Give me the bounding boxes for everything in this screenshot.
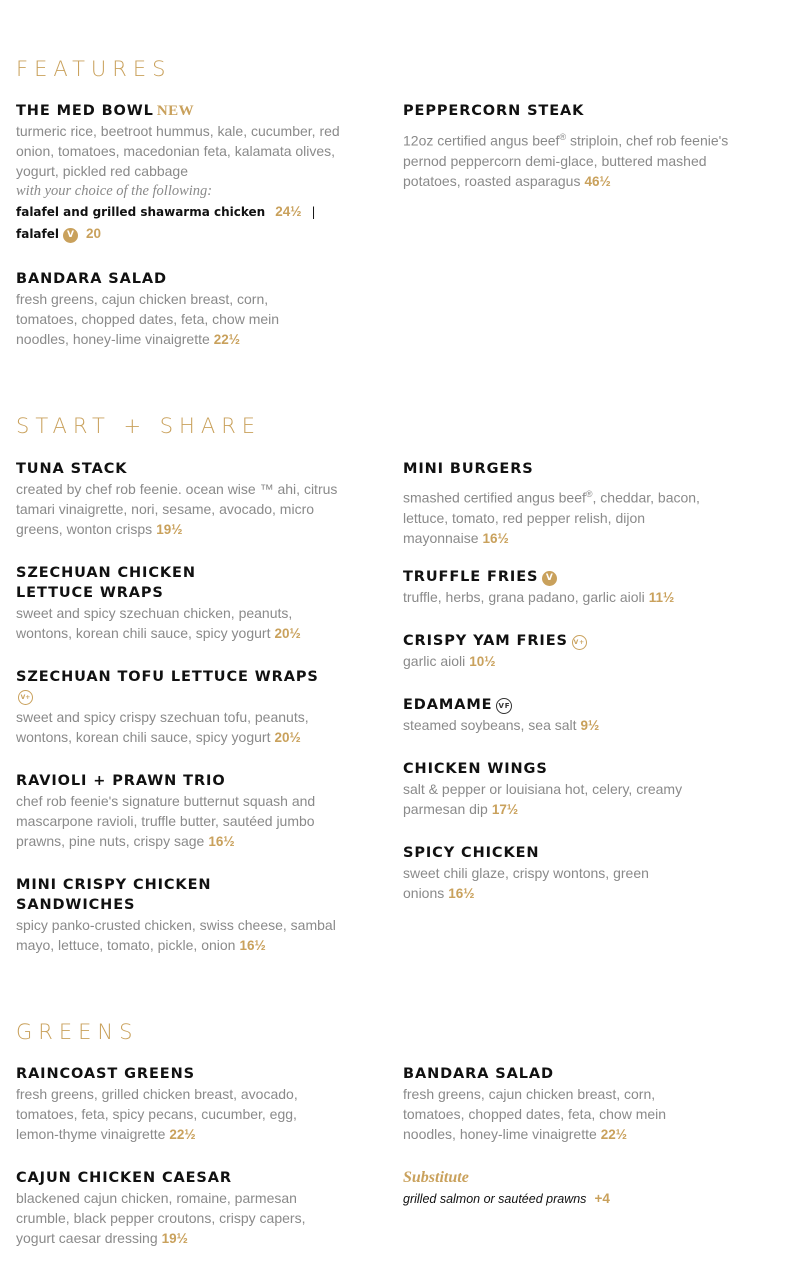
item-name: TUNA STACK <box>16 461 128 477</box>
substitute-option: grilled salmon or sautéed prawns <box>403 1192 587 1206</box>
vegan-friendly-icon: VF <box>496 698 512 714</box>
item-name: THE MED BOWL <box>16 103 154 119</box>
vegan-icon: V+ <box>18 690 33 705</box>
substitute-title: Substitute <box>403 1169 469 1186</box>
option-name: falafel <box>16 227 60 241</box>
separator: | <box>311 205 316 219</box>
menu-item-cajun-chicken-caesar <box>16 1168 336 1249</box>
choice-note: with your choice of the following: <box>16 183 213 199</box>
vegetarian-icon: V <box>63 228 78 243</box>
item-name: EDAMAME <box>403 697 493 713</box>
item-description: truffle, herbs, grana padano, garlic aioli 11½ <box>403 589 675 605</box>
item-name: PEPPERCORN STEAK <box>403 103 585 119</box>
item-name: CRISPY YAM FRIES <box>403 633 568 649</box>
item-price: 46½ <box>584 173 611 189</box>
menu-item-spicy-chicken <box>403 843 678 904</box>
menu-item-peppercorn-steak <box>403 101 748 192</box>
item-name: BANDARA SALAD <box>16 271 167 287</box>
item-description: fresh greens, cajun chicken breast, corn, tomatoes, chopped dates, feta, chow mein noodles, honey-lime vinaigrette 22½ <box>16 291 280 347</box>
item-description: turmeric rice, beetroot hummus, kale, cucumber, red onion, tomatoes, macedonian feta, kalamata olives, yogurt, pickled red cabbage <box>16 123 340 179</box>
item-name: CHICKEN WINGS <box>403 761 548 777</box>
menu-item-med-bowl <box>16 101 361 245</box>
item-description: fresh greens, grilled chicken breast, avocado, tomatoes, feta, spicy pecans, cucumber, egg, lemon-thyme vinaigrette 22½ <box>16 1086 298 1142</box>
option-name: falafel and grilled shawarma chicken <box>16 205 266 219</box>
item-price: 17½ <box>491 802 519 817</box>
option-price: 20 <box>86 226 102 241</box>
item-description: chef rob feenie's signature butternut squash and mascarpone ravioli, truffle butter, sautéed jumbo prawns, pine nuts, crispy sage 16½ <box>16 793 316 849</box>
vegetarian-icon: V <box>542 571 557 586</box>
item-price: 20½ <box>274 626 301 641</box>
menu-item-truffle-fries <box>403 567 743 608</box>
item-name: RAVIOLI + PRAWN TRIO <box>16 773 226 789</box>
section-title-features: FEATURES <box>16 57 172 81</box>
menu-item-greens-bandara-salad <box>403 1064 703 1145</box>
item-name: TRUFFLE FRIES <box>403 569 539 585</box>
item-price: 22½ <box>600 1127 628 1142</box>
item-name: MINI BURGERS <box>403 461 534 477</box>
section-title-greens: GREENS <box>16 1020 139 1044</box>
item-name: SPICY CHICKEN <box>403 845 540 861</box>
item-price: 10½ <box>469 654 496 669</box>
menu-item-szechuan-chicken-wraps <box>16 563 316 644</box>
item-description: smashed certified angus beef®, cheddar, bacon, lettuce, tomato, red pepper relish, dijon mayonnaise 16½ <box>403 489 700 546</box>
item-price: 19½ <box>161 1231 188 1246</box>
item-price: 22½ <box>169 1127 196 1142</box>
item-description: salt & pepper or louisiana hot, celery, creamy parmesan dip 17½ <box>403 781 683 817</box>
item-description: 12oz certified angus beef® striploin, chef rob feenie's pernod peppercorn demi-glace, buttered mashed potatoes, roasted asparagus 46½ <box>403 132 729 189</box>
item-price: 20½ <box>274 730 301 745</box>
item-name: BANDARA SALAD <box>403 1066 554 1082</box>
menu-item-raincoast-greens <box>16 1064 331 1145</box>
item-description: garlic aioli 10½ <box>403 653 496 669</box>
menu-item-edamame <box>403 695 743 736</box>
item-name: RAINCOAST GREENS <box>16 1066 195 1082</box>
item-price: 16½ <box>239 938 266 953</box>
item-description: sweet and spicy szechuan chicken, peanuts, wontons, korean chili sauce, spicy yogurt 20½ <box>16 605 301 641</box>
menu-item-tuna-stack <box>16 459 341 540</box>
new-tag: NEW <box>156 103 195 119</box>
item-description: sweet chili glaze, crispy wontons, green onions 16½ <box>403 865 649 901</box>
item-price: 9½ <box>580 718 600 733</box>
item-price: 16½ <box>482 530 509 546</box>
menu-item-szechuan-tofu-wraps <box>16 667 321 748</box>
item-name: MINI CRISPY CHICKEN SANDWICHES <box>16 877 212 913</box>
item-description: steamed soybeans, sea salt 9½ <box>403 717 600 733</box>
item-price: 22½ <box>213 332 241 347</box>
section-title-start-share: START + SHARE <box>16 414 262 438</box>
menu-item-ravioli-prawn-trio <box>16 771 346 852</box>
item-description: sweet and spicy crispy szechuan tofu, peanuts, wontons, korean chili sauce, spicy yogurt 20½ <box>16 709 309 745</box>
item-description: created by chef rob feenie. ocean wise ™ ahi, citrus tamari vinaigrette, nori, sesame, avocado, micro greens, wonton crisps 19½ <box>16 481 338 537</box>
item-name: SZECHUAN CHICKEN LETTUCE WRAPS <box>16 565 196 601</box>
item-price: 16½ <box>448 886 475 901</box>
item-description: spicy panko-crusted chicken, swiss cheese, sambal mayo, lettuce, tomato, pickle, onion 16½ <box>16 917 336 953</box>
option-line-2 <box>16 223 361 245</box>
substitute-price: +4 <box>594 1191 610 1206</box>
menu-item-bandara-salad <box>16 269 316 350</box>
menu-item-crispy-yam-fries <box>403 631 743 672</box>
item-description: blackened cajun chicken, romaine, parmesan crumble, black pepper croutons, crispy capers, yogurt caesar dressing 19½ <box>16 1190 306 1246</box>
vegan-icon: V+ <box>572 635 587 650</box>
item-price: 19½ <box>156 522 183 537</box>
item-price: 11½ <box>648 590 675 605</box>
menu-item-chicken-wings <box>403 759 718 820</box>
item-price: 16½ <box>208 834 235 849</box>
substitute-note <box>403 1168 723 1210</box>
option-price: 24½ <box>275 204 302 219</box>
menu-item-mini-burgers <box>403 459 723 549</box>
menu-item-mini-crispy-chicken <box>16 875 351 956</box>
item-name: CAJUN CHICKEN CAESAR <box>16 1170 232 1186</box>
item-description: fresh greens, cajun chicken breast, corn, tomatoes, chopped dates, feta, chow mein noodles, honey-lime vinaigrette 22½ <box>403 1086 667 1142</box>
item-name: SZECHUAN TOFU LETTUCE WRAPS <box>16 669 319 685</box>
option-line-1 <box>16 201 361 223</box>
